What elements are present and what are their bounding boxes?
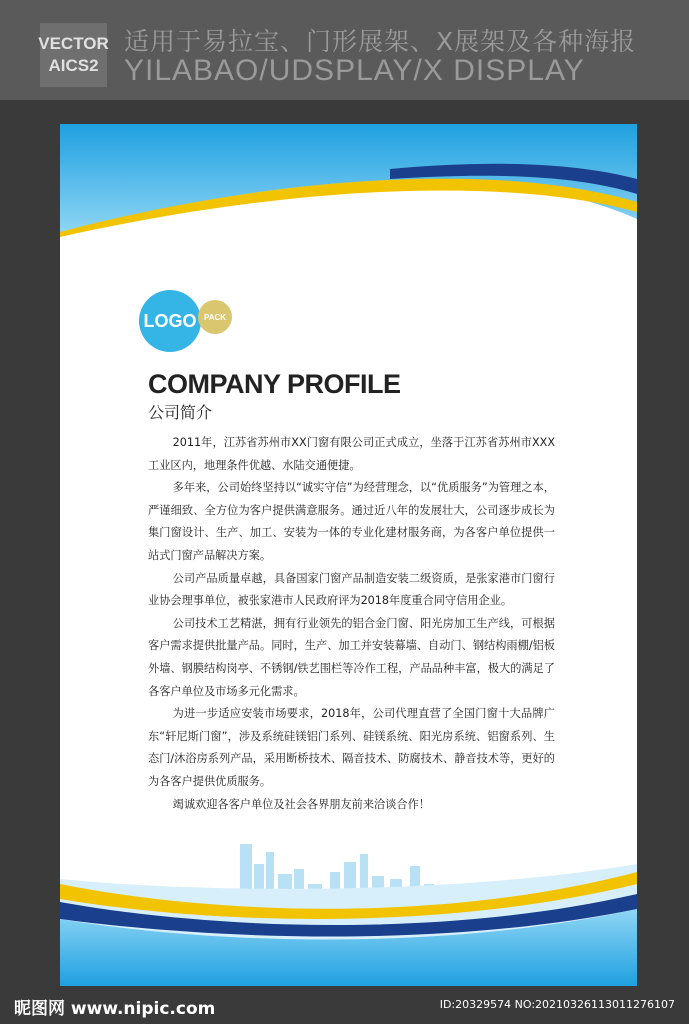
logo-circle: LOGO	[139, 290, 201, 352]
banner-title-cn: 适用于易拉宝、门形展架、X展架及各种海报	[124, 27, 637, 56]
paragraph: 多年来，公司始终坚持以“诚实守信”为经营理念，以“优质服务”为管理之本，严谨细致、全方位为客户提供满意服务。通过近八年的发展壮大，公司逐步成长为集门窗设计、生产、加工、安装为一体的专业化建材服务商，为各客户单位提供一站式门窗产品解决方案。	[148, 481, 555, 562]
page-subtitle: 公司简介	[148, 403, 213, 422]
paragraph: 2011年，江苏省苏州市XX门窗有限公司正式成立，坐落于江苏省苏州市XXX工业区内，地理条件优越、水陆交通便捷。	[148, 436, 555, 472]
page-title: COMPANY PROFILE	[148, 369, 401, 399]
poster	[60, 124, 637, 986]
banner-title-en: YILABAO/UDSPLAY/X DISPLAY	[124, 54, 585, 87]
logo-pack-circle: PACK	[198, 300, 232, 334]
badge-line2: AICS2	[48, 56, 99, 75]
paragraph: 公司技术工艺精湛，拥有行业领先的铝合金门窗、阳光房加工生产线，可根据客户需求提供批量产品。同时，生产、加工并安装幕墙、自动门、钢结构雨棚/铝板外墙、钢膜结构岗亭、不锈钢/铁艺围栏等冷作工程，产品品种丰富，极大的满足了各客户单位及市场多元化需求。	[148, 616, 555, 698]
paragraph: 竭诚欢迎各客户单位及社会各界朋友前来洽谈合作！	[172, 797, 430, 811]
badge-line1: VECTOR	[38, 34, 109, 53]
watermark-id: ID:20329574 NO:20210326113011276107	[439, 998, 675, 1011]
paragraph: 为进一步适应安装市场要求，2018年，公司代理直营了全国门窗十大品牌广东“轩尼斯门窗”，涉及系统硅镁铝门系列、硅镁系统、阳光房系统、铝窗系列、生态门/沐浴房系列产品，采用断桥技术、隔音技术、防腐技术、静音技术等，更好的为各客户提供优质服务。	[148, 707, 555, 788]
paragraph: 公司产品质量卓越，具备国家门窗产品制造安装二级资质，是张家港市门窗行业协会理事单位，被张家港市人民政府评为2018年度重合同守信用企业。	[148, 571, 555, 608]
vector-badge	[40, 23, 107, 87]
profile-body	[148, 432, 555, 816]
watermark-site: 昵图网 www.nipic.com	[14, 999, 216, 1019]
top-banner	[0, 0, 689, 100]
